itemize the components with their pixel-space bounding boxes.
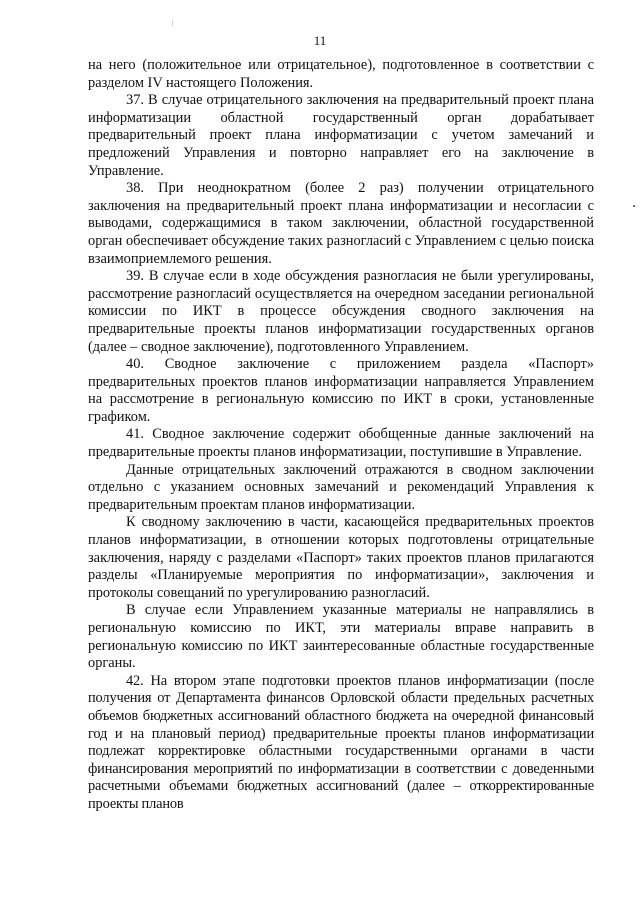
- paragraph-41: 41. Сводное заключение содержит обобщенные данные заключений на предварительные проекты планов информатизации, поступившие в Управление.: [88, 426, 594, 461]
- paragraph-40: 40. Сводное заключение с приложением раздела «Паспорт» предварительных проектов планов информатизации направляется Управлением на рассмотрение в региональную комиссию по ИКТ в сроки, установленные графиком.: [88, 356, 594, 425]
- scan-mark: [172, 20, 173, 26]
- document-body: [88, 57, 594, 814]
- paragraph-41-materials: В случае если Управлением указанные материалы не направлялись в региональную комиссию по ИКТ, эти материалы вправе направить в региональную комиссию по ИКТ заинтересованные областные государственные органы.: [88, 602, 594, 672]
- paragraph-39: 39. В случае если в ходе обсуждения разногласия не были урегулированы, рассмотрение разногласий осуществляется на очередном заседании региональной комиссии по ИКТ в процессе обсуждения сводного заключения на предварительные проекты планов информатизации государственных органов (далее – сводное заключение), подготовленного Управлением.: [88, 268, 594, 355]
- paragraph-41-attachments: К сводному заключению в части, касающейся предварительных проектов планов информатизации, в отношении которых подготовлены отрицательные заключения, наряду с разделами «Паспорт» таких проектов планов прилагаются разделы «Планируемые мероприятия по информатизации», заключения и протоколы совещаний по урегулированию разногласий.: [88, 514, 594, 601]
- paragraph-37: 37. В случае отрицательного заключения на предварительный проект плана информатизации областной государственный орган дорабатывает предварительный проект плана информатизации с учетом замечаний и предложений Управления и повторно направляет его на заключение в Управление.: [88, 92, 594, 179]
- paragraph-continuation: на него (положительное или отрицательное), подготовленное в соответствии с разделом IV настоящего Положения.: [88, 57, 594, 91]
- paragraph-42: 42. На втором этапе подготовки проектов планов информатизации (после получения от Департамента финансов Орловской области предельных расчетных объемов бюджетных ассигнований областного бюджета на очередной финансовый год и на плановый период) предварительные проекты планов информатизации подлежат корректировке областными государственными органами в части финансирования мероприятий по информатизации в соответствии с доведенными расчетными объемами бюджетных ассигнований (далее – откорректированные проекты планов: [88, 672, 594, 812]
- margin-mark: [633, 205, 635, 207]
- paragraph-38: 38. При неоднократном (более 2 раз) получении отрицательного заключения на предварительный проект плана информатизации и несогласии с выводами, содержащимися в таком заключении, областной государственной орган обеспечивает обсуждение таких разногласий с Управлением с целью поиска взаимоприемлемого решения.: [88, 180, 594, 267]
- paragraph-41-negative-data: Данные отрицательных заключений отражаются в сводном заключении отдельно с указанием основных замечаний и рекомендаций Управления к предварительным проектам планов информатизации.: [88, 461, 594, 513]
- page-number: 11: [313, 33, 327, 48]
